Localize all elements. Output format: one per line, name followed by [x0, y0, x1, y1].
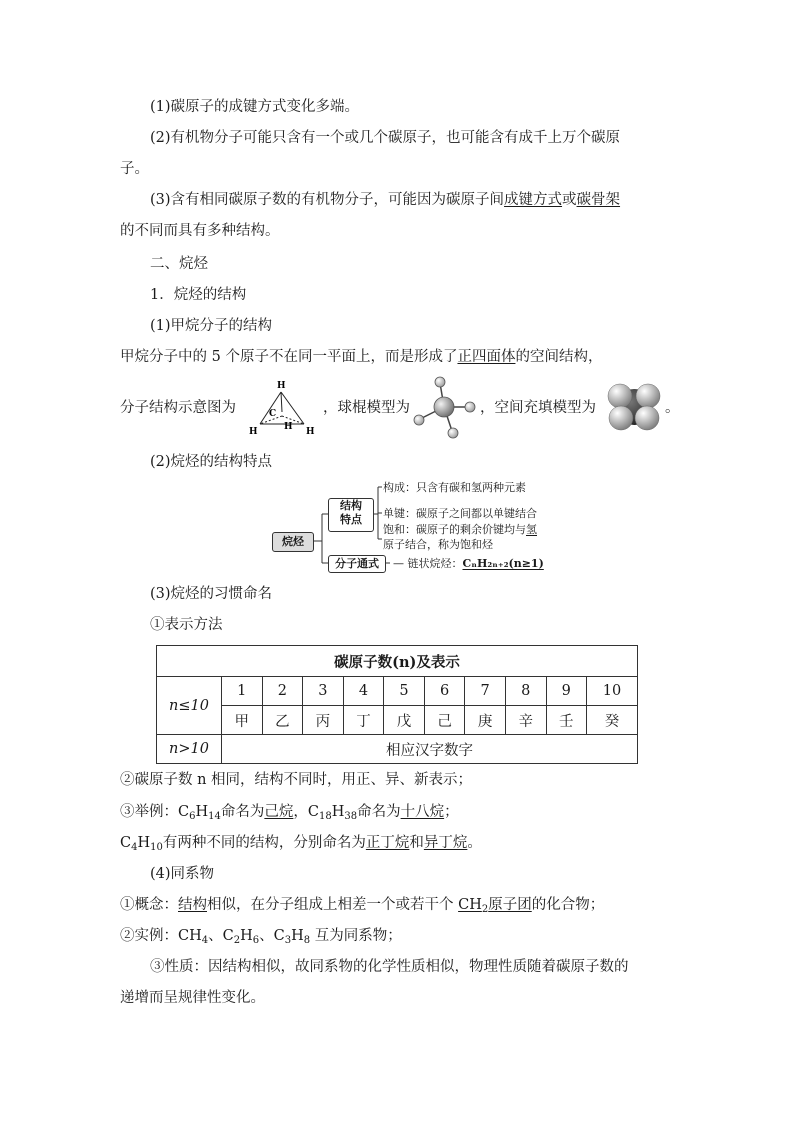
table-cell-number: 10 — [587, 677, 638, 706]
feature-saturation — [383, 523, 537, 537]
homolog-concept: ①概念：结构相似，在分子组成上相差一个或若干个 $CH_2$原子团的化合物； — [120, 897, 605, 915]
text: 饱和：碳原子的剩余价键均与 — [383, 523, 526, 536]
paragraph-2-line2: 子。 — [120, 161, 149, 177]
feature-composition: 构成：只含有碳和氢两种元素 — [383, 481, 526, 494]
structure-diagram-icon — [244, 378, 320, 438]
answer-underline: 碳骨架 — [576, 192, 621, 208]
table-header: 碳原子数(n)及表示 — [157, 646, 638, 677]
paragraph-1: (1)碳原子的成键方式变化多端。 — [150, 99, 360, 115]
subsection-1-4: (4)同系物 — [150, 866, 215, 882]
node-general-formula: 分子通式 — [328, 555, 386, 573]
table-cell-number: 5 — [384, 677, 425, 706]
item-butane: $C_4H_{10}$有两种不同的结构，分别命名为正丁烷和异丁烷。 — [120, 835, 482, 853]
table-cell-number: 1 — [222, 677, 263, 706]
model-label-3: ，空间充填模型为 — [480, 400, 596, 416]
item-example: ③举例：$C_6H_{14}$命名为己烷，$C_{18}H_{38}$命名为十八烷； — [120, 804, 459, 822]
table-cell-char: 丁 — [343, 706, 384, 735]
paragraph-3-line2: 的不同而具有多种结构。 — [120, 223, 280, 239]
answer-underline: 氢 — [526, 523, 537, 536]
answer-underline: 结构 — [178, 897, 207, 913]
section-heading: 二、烷烃 — [150, 256, 208, 272]
table-cell-char: 乙 — [262, 706, 303, 735]
homolog-property-line1: ③性质：因结构相似，故同系物的化学性质相似，物理性质随着碳原子数的 — [150, 959, 629, 975]
paragraph-2-line1: (2)有机物分子可能只含有一个或几个碳原子，也可能含有成千上万个碳原 — [150, 130, 621, 146]
table-cell-number: 8 — [505, 677, 546, 706]
answer-underline: 十八烷 — [400, 804, 445, 820]
answer-underline: 正四面体 — [457, 349, 516, 365]
feature-single-bond: 单键：碳原子之间都以单键结合 — [383, 507, 537, 520]
root-node-alkane: 烷烃 — [272, 532, 314, 552]
subsection-heading: 1．烷烃的结构 — [150, 287, 247, 303]
table-cell-number: 6 — [424, 677, 465, 706]
period: 。 — [665, 400, 680, 416]
feature-saturation-line2: 原子结合，称为饱和烃 — [383, 538, 493, 551]
text: (3)含有相同碳原子数的有机物分子，可能因为碳原子间 — [150, 192, 505, 208]
table-cell-char: 丙 — [303, 706, 344, 735]
table-cell-chinese-numerals: 相应汉字数字 — [222, 735, 638, 764]
answer-underline: 正丁烷 — [365, 835, 410, 851]
table-cell-number: 9 — [546, 677, 587, 706]
chain-alkane-formula: — 链状烷烃：CₙH₂ₙ₊₂(n≥1) — [393, 557, 544, 570]
table-cell-char: 戊 — [384, 706, 425, 735]
paragraph-3-line1 — [150, 190, 620, 210]
space-filling-model-icon — [603, 380, 665, 436]
model-label-2: ，球棍模型为 — [323, 400, 410, 416]
methane-line — [120, 347, 602, 367]
table-cell-number: 2 — [262, 677, 303, 706]
node-structure-features: 结构 特点 — [328, 498, 374, 532]
answer-underline: 成键方式 — [504, 192, 563, 208]
atom-label: H — [306, 427, 315, 437]
table-cell-number: 4 — [343, 677, 384, 706]
text: 链状烷烃： — [407, 557, 463, 570]
homolog-property-line2: 递增而呈规律性变化。 — [120, 990, 265, 1006]
formula: CₙH₂ₙ₊₂(n≥1) — [462, 557, 544, 570]
table-cell-char: 辛 — [505, 706, 546, 735]
subsection-1-1: (1)甲烷分子的结构 — [150, 318, 273, 334]
text: 的空间结构， — [515, 349, 603, 365]
answer-underline: $CH_2$原子团 — [458, 897, 532, 915]
atom-label: H — [277, 381, 286, 391]
item-representation: ①表示方法 — [150, 617, 223, 633]
atom-label: H — [284, 422, 293, 432]
item-isomer-naming: ②碳原子数 n 相同，结构不同时，用正、异、新表示； — [120, 772, 473, 788]
row-label-n-le-10: n≤10 — [157, 677, 222, 735]
subsection-1-2: (2)烷烃的结构特点 — [150, 454, 273, 470]
text: 或 — [562, 192, 577, 208]
table-cell-number: 7 — [465, 677, 506, 706]
naming-table — [156, 645, 638, 764]
homolog-example: ②实例：$CH_4$、$C_2H_6$、$C_3H_8$ 互为同系物； — [120, 928, 402, 946]
table-cell-char: 壬 — [546, 706, 587, 735]
answer-underline: 异丁烷 — [423, 835, 468, 851]
table-cell-char: 甲 — [222, 706, 263, 735]
table-cell-char: 癸 — [587, 706, 638, 735]
subsection-1-3: (3)烷烃的习惯命名 — [150, 586, 273, 602]
answer-underline: 己烷 — [264, 804, 294, 820]
ball-stick-model-icon — [408, 373, 482, 441]
atom-label: H — [249, 427, 258, 437]
table-cell-number: 3 — [303, 677, 344, 706]
atom-label: C — [269, 409, 277, 419]
table-cell-char: 庚 — [465, 706, 506, 735]
row-label-n-gt-10: n>10 — [157, 735, 222, 764]
text: 甲烷分子中的 5 个原子不在同一平面上，而是形成了 — [120, 349, 458, 365]
model-label-1: 分子结构示意图为 — [120, 400, 236, 416]
table-cell-char: 己 — [424, 706, 465, 735]
